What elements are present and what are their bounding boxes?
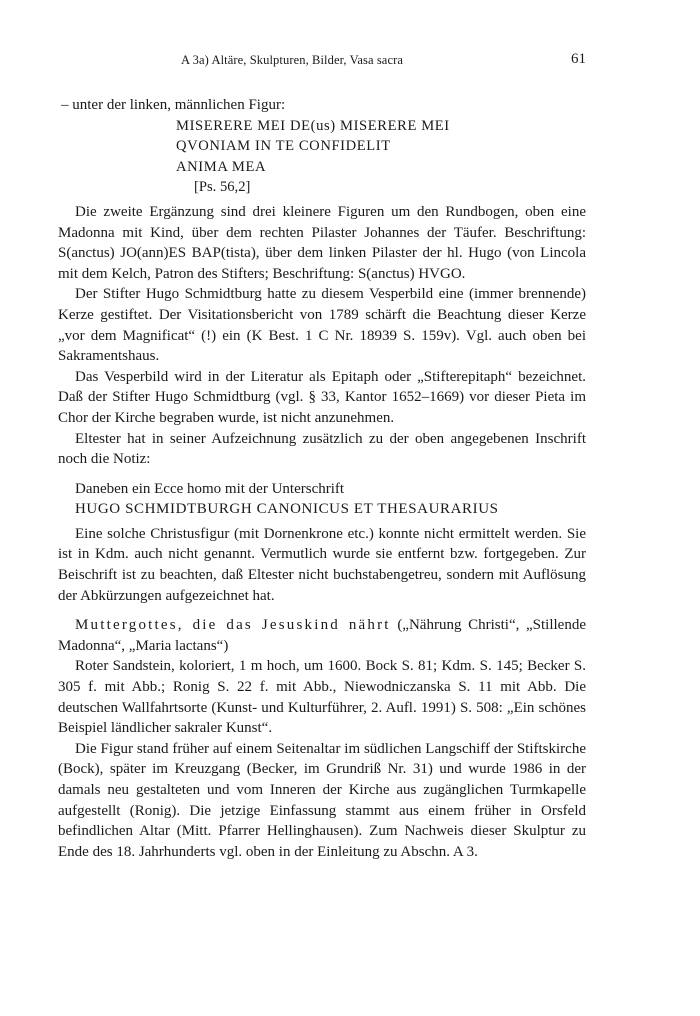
running-head: A 3a) Altäre, Skulpturen, Bilder, Vasa sacra	[180, 53, 403, 67]
page-number: 61	[571, 51, 586, 67]
page-header	[58, 53, 586, 73]
paragraph-3: Das Vesperbild wird in der Literatur als Epitaph oder „Stifterepitaph“ bezeichnet. Daß der Stifter Hugo Schmidtburg (vgl. § 33, Kantor 1652–1669) vor dieser Pieta im Chor der Kirche begraben wurde, ist nicht anzunehmen.	[58, 368, 586, 426]
paragraph-8: Die Figur stand früher auf einem Seitenaltar im südlichen Langschiff der Stiftskirche (Bock), später im Kreuzgang (Becker, im Grundriß Nr. 31) und wurde 1986 in der damals neu gestalteten und vom Inneren der Kirche aus zugänglichen Turmkapelle aufgestellt (Ronig). Die jetzige Einfassung stammt aus einem früher in Orsfeld befindlichen Altar (Mitt. Pfarrer Hellinghausen). Zum Nachweis dieser Skulptur zu Ende des 18. Jahrhunderts vgl. oben in der Einleitung zu Abschn. A 3.	[58, 740, 586, 860]
paragraph-4: Eltester hat in seiner Aufzeichnung zusätzlich zu der oben angegebenen Inschrift noch die Notiz:	[58, 430, 586, 468]
page-body	[58, 95, 586, 862]
book-page	[58, 0, 586, 1016]
paragraph-5: Eine solche Christusfigur (mit Dornenkrone etc.) konnte nicht ermittelt werden. Sie ist in Kdm. auch nicht genannt. Vermutlich wurde sie entfernt bzw. fortgegeben. Zur Beischrift ist zu beachten, daß Eltester nicht buchstabengetreu, sondern mit Auflösung der Abkürzungen aufgezeichnet hat.	[58, 525, 586, 604]
note-line-1: Daneben ein Ecce homo mit der Unterschrift	[75, 480, 345, 497]
dash-line: – unter der linken, männlichen Figur:	[61, 97, 286, 113]
paragraph-6-rest: („Nährung Christi“, „Stillende Madonna“, „Maria lactans“)	[58, 617, 587, 654]
paragraph-7: Roter Sandstein, koloriert, 1 m hoch, um 1600. Bock S. 81; Kdm. S. 145; Becker S. 305 f. mit Abb.; Ronig S. 22 f. mit Abb., Niewodniczanska S. 11 mit Abb. Die deutschen Wallfahrtsorte (Kunst- und Kulturführer, 2. Aufl. 1991) S. 508: „Ein schönes Beispiel ländlicher sakraler Kunst“.	[58, 658, 586, 737]
inscription-line-1: MISERERE MEI DE(us) MISERERE MEI	[176, 117, 450, 134]
paragraph-2: Der Stifter Hugo Schmidtburg hatte zu diesem Vesperbild eine (immer brennende) Kerze gestiftet. Der Visitationsbericht von 1789 schärft die Beachtung dieser Kerze „vor dem Magnificat“ (!) ein (K Best. 1 C Nr. 18939 S. 159v). Vgl. auch oben bei Sakramentshaus.	[58, 286, 586, 365]
psalm-reference: [Ps. 56,2]	[194, 179, 251, 196]
inscription-line-3: ANIMA MEA	[176, 158, 267, 175]
inscription-line-2: QVONIAM IN TE CONFIDELIT	[176, 138, 391, 155]
spaced-heading: Muttergottes, die das Jesuskind nährt	[75, 617, 391, 634]
paragraph-6	[58, 615, 586, 656]
note-line-2: HUGO SCHMIDTBURGH CANONICUS ET THESAURARIUS	[75, 501, 499, 518]
paragraph-1: Die zweite Ergänzung sind drei kleinere Figuren um den Rundbogen, oben eine Madonna mit Kind, über dem rechten Pilaster Johannes der Täufer. Beschriftung: S(anctus) JO(ann)ES BAP(tista), über dem linken Pilaster der hl. Hugo (von Lincola mit dem Kelch, Patron des Stifters; Beschriftung: S(anctus) HVGO.	[58, 203, 586, 282]
